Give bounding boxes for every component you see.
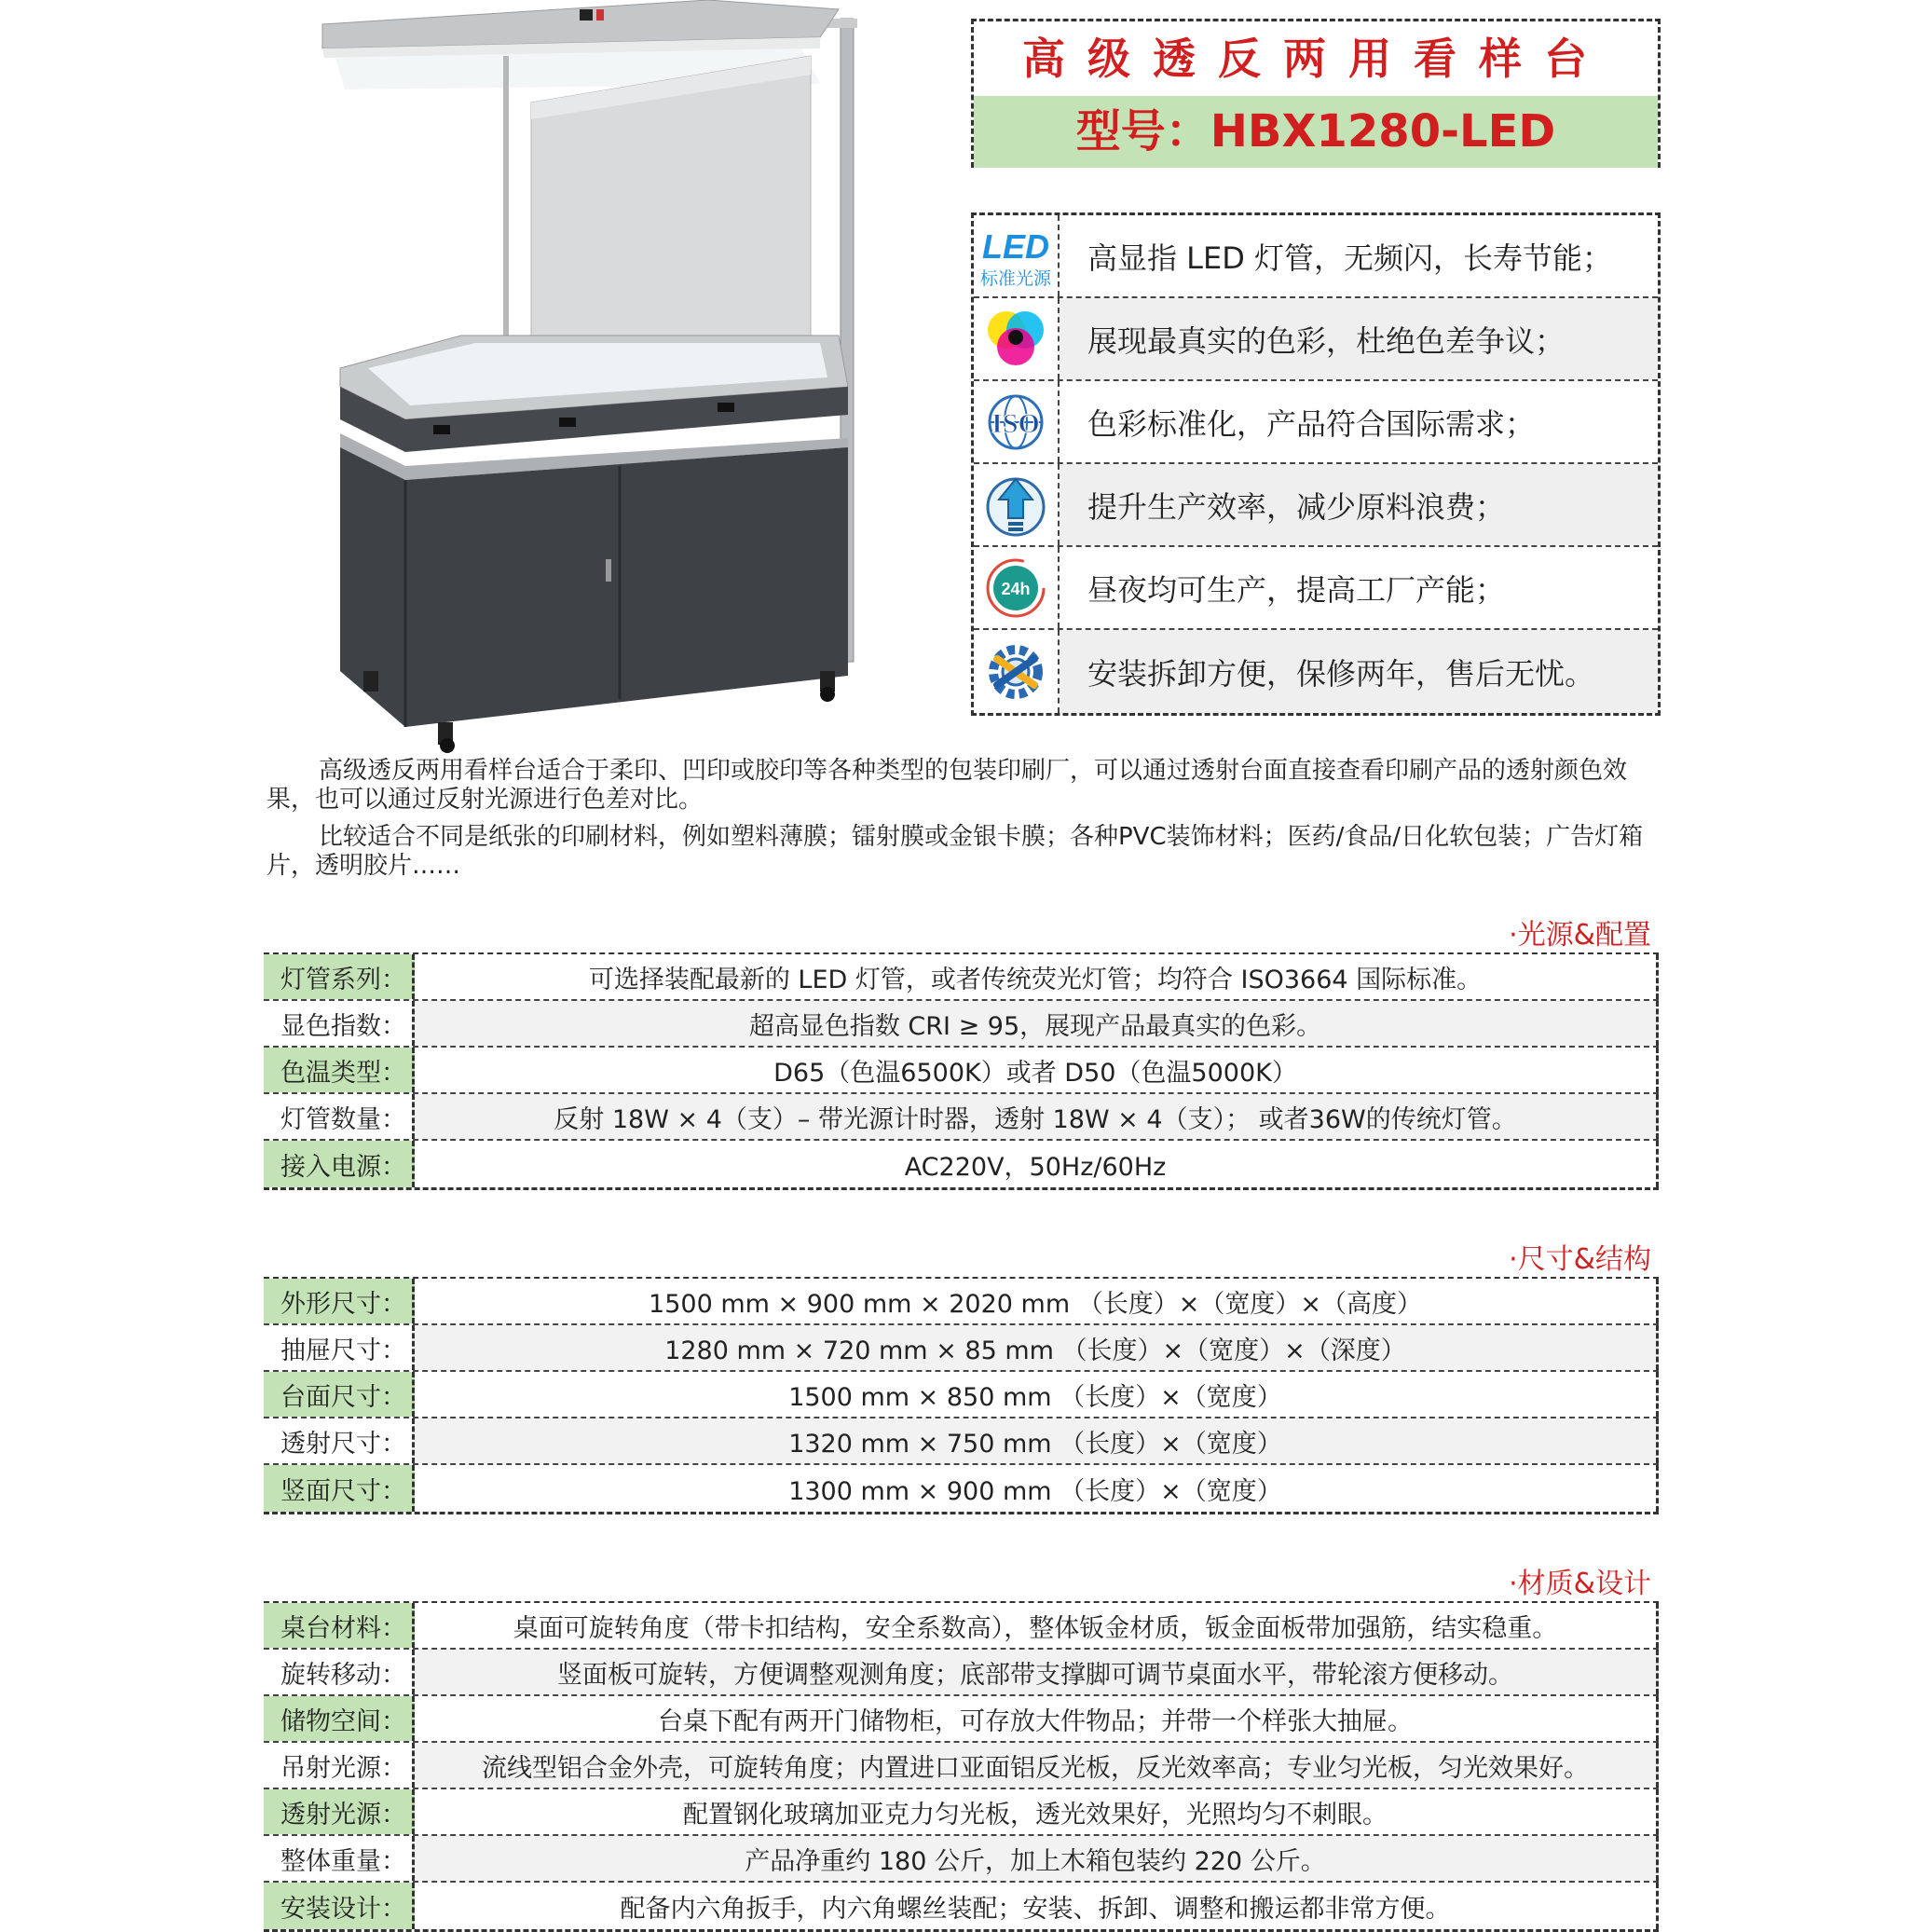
svg-text:LED: LED: [982, 226, 1049, 266]
tools-gear-icon: [974, 630, 1060, 713]
intro-paragraph: 高级透反两用看样台适合于柔印、凹印或胶印等各种类型的包装印刷厂，可以通过透射台面直接查看印刷产品的透射颜色效果，也可以通过反射光源进行色差对比。: [267, 757, 1628, 814]
spec-value: 可选择装配最新的 LED 灯管，或者传统荧光灯管；均符合 ISO3664 国际标准。: [415, 954, 1659, 999]
spec-value: 1300 mm × 900 mm （长度）×（宽度）: [415, 1465, 1659, 1512]
lamp-switch: [580, 9, 593, 21]
spec-label: 灯管系列：: [264, 954, 415, 999]
feature-text: 提升生产效率，减少原料浪费；: [1060, 464, 1658, 545]
section-heading: ·光源&配置: [1509, 919, 1651, 952]
spec-row: [264, 1094, 1659, 1141]
spec-table-dimensions: [264, 1277, 1659, 1514]
spec-value: AC220V，50Hz/60Hz: [415, 1141, 1659, 1187]
spec-row: [264, 1141, 1659, 1187]
spec-row: [264, 1279, 1659, 1325]
spec-table-materials: [264, 1601, 1659, 1932]
spec-label: 灯管数量：: [264, 1094, 415, 1139]
spec-row: [264, 1325, 1659, 1372]
spec-label: 抽屉尺寸：: [264, 1325, 415, 1370]
spec-label: 接入电源：: [264, 1141, 415, 1187]
spec-row: [264, 1836, 1659, 1883]
spec-label: 整体重量：: [264, 1836, 415, 1881]
iso-globe-icon: [974, 381, 1060, 462]
svg-text:标准光源: 标准光源: [979, 267, 1052, 289]
spec-row: [264, 1465, 1659, 1512]
spec-row: [264, 1743, 1659, 1789]
feature-list: [971, 212, 1661, 716]
spec-row: [264, 1883, 1659, 1929]
spec-row: [264, 1650, 1659, 1696]
spec-value: 1500 mm × 850 mm （长度）×（宽度）: [415, 1372, 1659, 1417]
spec-label: 透射光源：: [264, 1789, 415, 1834]
spec-row: [264, 1048, 1659, 1094]
spec-row: [264, 1696, 1659, 1743]
feature-item: [974, 381, 1658, 464]
color-wheel-icon: [974, 298, 1060, 379]
spec-value: 竖面板可旋转，方便调整观测角度；底部带支撑脚可调节桌面水平，带轮滚方便移动。: [415, 1650, 1659, 1694]
feature-item: [974, 298, 1658, 381]
spec-value: 超高显色指数 CRI ≥ 95，展现产品最真实的色彩。: [415, 1001, 1659, 1046]
feature-text: 色彩标准化，产品符合国际需求；: [1087, 405, 1536, 442]
product-image: [317, 0, 895, 755]
model-number: 型号：HBX1280-LED: [974, 96, 1658, 168]
title-box: [971, 19, 1661, 168]
spec-row: [264, 1418, 1659, 1465]
feature-text: 高显指 LED 灯管，无频闪，长寿节能；: [1087, 240, 1613, 276]
spec-row: [264, 1372, 1659, 1418]
feature-item: [974, 464, 1658, 547]
feature-item: [974, 547, 1658, 630]
spec-value: 反射 18W × 4（支）– 带光源计时器，透射 18W × 4（支）； 或者36W的传统灯管。: [415, 1094, 1659, 1139]
clock-24h-icon: [974, 547, 1060, 628]
spec-label: 色温类型：: [264, 1048, 415, 1092]
spec-row: [264, 1789, 1659, 1836]
spec-label: 吊射光源：: [264, 1743, 415, 1788]
spec-label: 台面尺寸：: [264, 1372, 415, 1417]
intro-paragraph: 比较适合不同是纸张的印刷材料，例如塑料薄膜；镭射膜或金银卡膜；各种PVC装饰材料；医药/食品/日化软包装；广告灯箱片，透明胶片……: [267, 823, 1644, 880]
spec-row: [264, 1001, 1659, 1048]
spec-value: 配备内六角扳手，内六角螺丝装配；安装、拆卸、调整和搬运都非常方便。: [415, 1883, 1659, 1929]
section-heading: ·材质&设计: [1509, 1568, 1651, 1600]
spec-label: 显色指数：: [264, 1001, 415, 1046]
spec-value: 产品净重约 180 公斤，加上木箱包装约 220 公斤。: [415, 1836, 1659, 1881]
section-heading: ·尺寸&结构: [1509, 1243, 1651, 1276]
svg-text:24h: 24h: [1001, 579, 1031, 598]
spec-value: D65（色温6500K）或者 D50（色温5000K）: [415, 1048, 1659, 1092]
spec-value: 桌面可旋转角度（带卡扣结构，安全系数高），整体钣金材质，钣金面板带加强筋，结实稳重。: [415, 1603, 1659, 1648]
spec-label: 储物空间：: [264, 1696, 415, 1741]
spec-label: 竖面尺寸：: [264, 1465, 415, 1512]
spec-value: 1500 mm × 900 mm × 2020 mm （长度）×（宽度）×（高度）: [415, 1279, 1659, 1323]
page-title: 高级透反两用看样台: [1022, 34, 1609, 84]
spec-label: 桌台材料：: [264, 1603, 415, 1648]
feature-item: [974, 630, 1658, 713]
spec-value: 1280 mm × 720 mm × 85 mm （长度）×（宽度）×（深度）: [415, 1325, 1659, 1370]
cabinet: [340, 447, 848, 727]
spec-row: [264, 1603, 1659, 1650]
led-light-source-icon: [974, 215, 1060, 296]
spec-row: [264, 954, 1659, 1001]
intro-text: [267, 757, 1646, 889]
spec-label: 外形尺寸：: [264, 1279, 415, 1323]
spec-label: 透射尺寸：: [264, 1418, 415, 1463]
feature-text: 昼夜均可生产，提高工厂产能；: [1087, 571, 1506, 608]
spec-value: 台桌下配有两开门储物柜，可存放大件物品；并带一个样张大抽屉。: [415, 1696, 1659, 1741]
feature-item: [974, 215, 1658, 298]
svg-text:ISO: ISO: [991, 407, 1040, 439]
spec-value: 1320 mm × 750 mm （长度）×（宽度）: [415, 1418, 1659, 1463]
spec-value: 配置钢化玻璃加亚克力匀光板，透光效果好，光照均匀不刺眼。: [415, 1789, 1659, 1834]
spec-label: 旋转移动：: [264, 1650, 415, 1694]
spec-label: 安装设计：: [264, 1883, 415, 1929]
feature-text: 安装拆卸方便，保修两年，售后无忧。: [1060, 630, 1658, 713]
efficiency-arrow-icon: [974, 464, 1060, 545]
spec-table-light-source: [264, 952, 1659, 1190]
spec-value: 流线型铝合金外壳，可旋转角度；内置进口亚面铝反光板，反光效率高；专业匀光板，匀光效果好。: [415, 1743, 1659, 1788]
feature-text: 展现最真实的色彩，杜绝色差争议；: [1060, 298, 1658, 379]
